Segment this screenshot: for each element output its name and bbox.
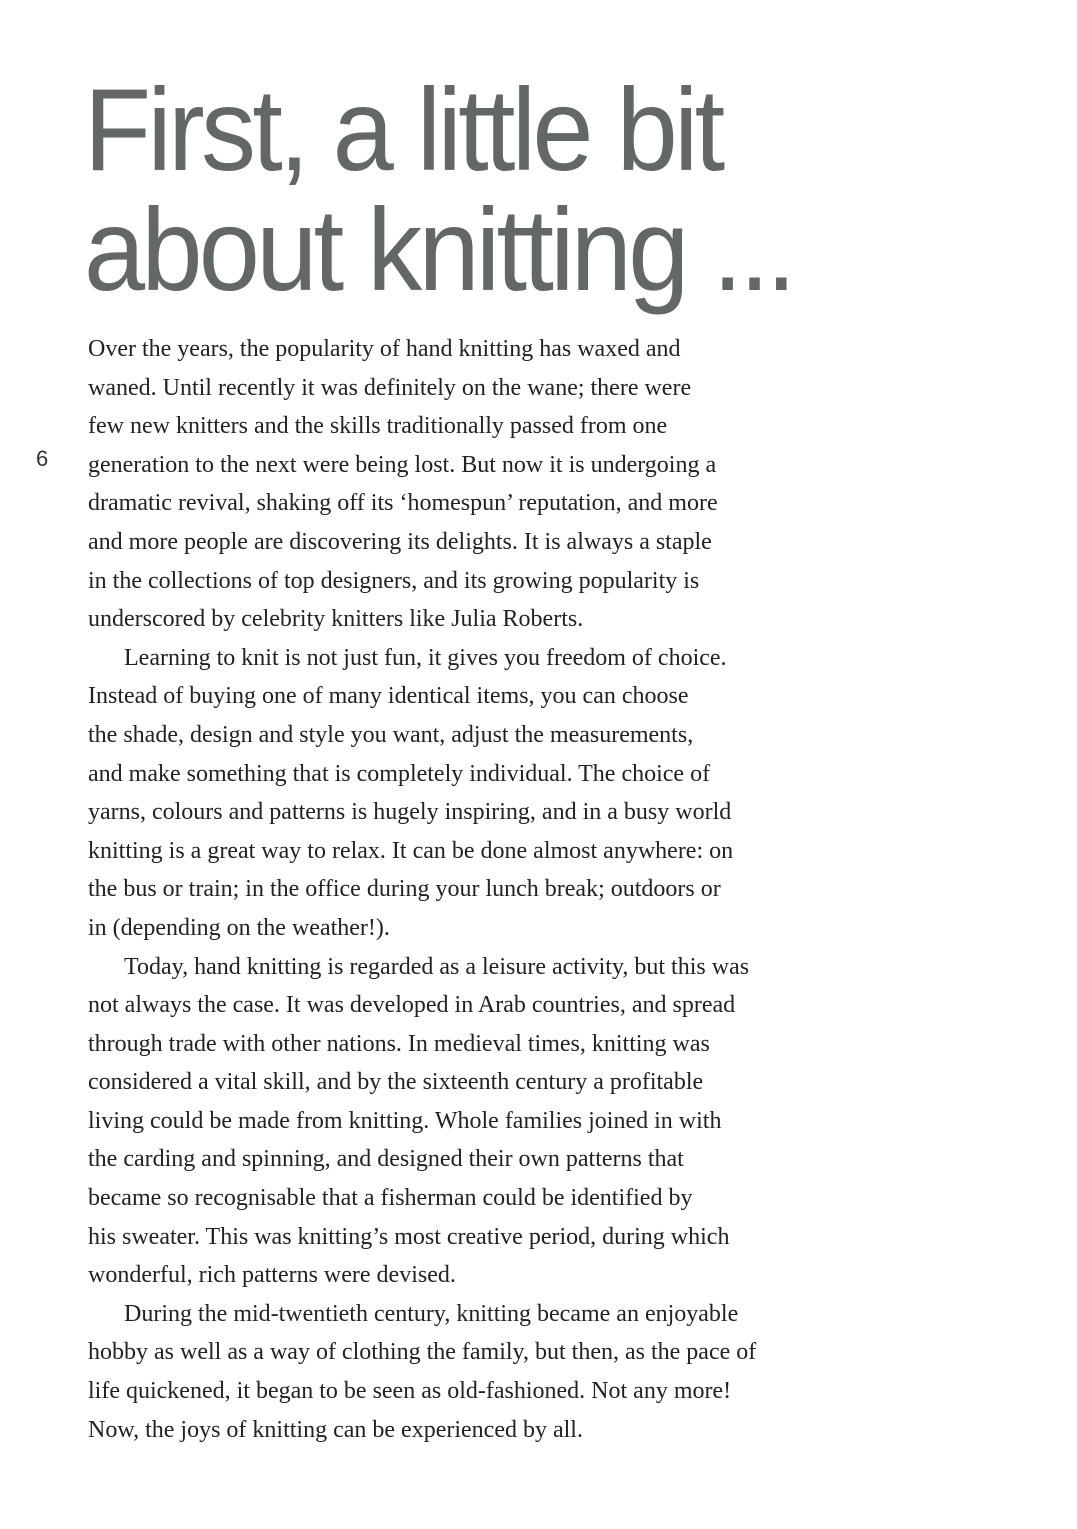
text-line: Instead of buying one of many identical items, you can choose [88, 683, 689, 710]
text-line: considered a vital skill, and by the sixteenth century a profitable [88, 1069, 704, 1096]
text-line: and more people are discovering its delights. It is always a staple [88, 528, 712, 555]
text-line: through trade with other nations. In medieval times, knitting was [88, 1030, 710, 1057]
paragraph-3 [88, 948, 858, 1295]
title-line: about knitting ... [84, 184, 793, 315]
text-line: Today, hand knitting is regarded as a leisure activity, but this was [124, 953, 750, 980]
text-line: hobby as well as a way of clothing the family, but then, as the pace of [88, 1339, 757, 1366]
text-line: his sweater. This was knitting’s most creative period, during which [88, 1223, 730, 1250]
text-line: generation to the next were being lost. But now it is undergoing a [88, 451, 717, 478]
text-line: and make something that is completely individual. The choice of [88, 760, 711, 787]
page-title [84, 64, 793, 315]
text-line: the carding and spinning, and designed their own patterns that [88, 1146, 684, 1173]
paragraph-2 [88, 639, 858, 948]
text-line: the shade, design and style you want, adjust the measurements, [88, 721, 694, 748]
text-line: knitting is a great way to relax. It can be done almost anywhere: on [88, 837, 734, 864]
text-line: the bus or train; in the office during your lunch break; outdoors or [88, 876, 721, 903]
text-line: Learning to knit is not just fun, it gives you freedom of choice. [124, 644, 727, 671]
text-line: waned. Until recently it was definitely on the wane; there were [88, 374, 692, 401]
text-line: few new knitters and the skills traditionally passed from one [88, 413, 668, 440]
text-line: underscored by celebrity knitters like Julia Roberts. [88, 606, 584, 633]
text-line: Over the years, the popularity of hand knitting has waxed and [88, 336, 681, 362]
paragraph-4 [88, 1295, 858, 1449]
text-line: wonderful, rich patterns were devised. [88, 1262, 456, 1289]
text-line: During the mid-twentieth century, knitting became an enjoyable [124, 1300, 739, 1327]
text-line: not always the case. It was developed in Arab countries, and spread [88, 992, 736, 1019]
body-text [88, 330, 858, 1449]
text-line: dramatic revival, shaking off its ‘homespun’ reputation, and more [88, 490, 718, 517]
text-line: became so recognisable that a fisherman could be identified by [88, 1185, 693, 1212]
text-line: in the collections of top designers, and its growing popularity is [88, 567, 700, 594]
page-number: 6 [36, 446, 49, 471]
text-line: yarns, colours and patterns is hugely inspiring, and in a busy world [88, 799, 732, 826]
paragraph-1 [88, 330, 858, 639]
text-line: Now, the joys of knitting can be experienced by all. [88, 1416, 583, 1443]
text-line: living could be made from knitting. Whole families joined in with [88, 1107, 722, 1134]
text-line: life quickened, it began to be seen as old-fashioned. Not any more! [88, 1378, 732, 1405]
text-line: in (depending on the weather!). [88, 914, 390, 941]
title-line: First, a little bit [84, 64, 722, 195]
